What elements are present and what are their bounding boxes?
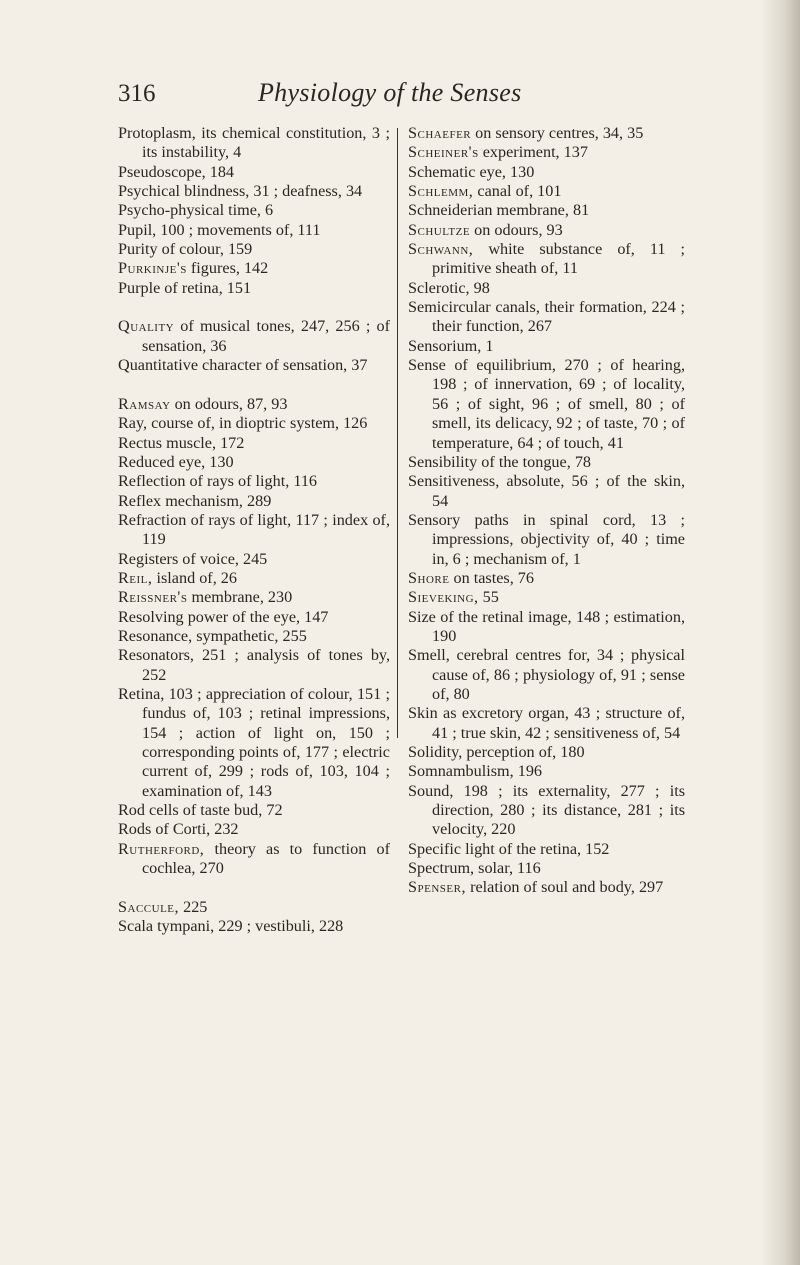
index-entry-references: 103 ; appreciation of colour, 151 ; fundus of, 103 ; retinal impressions, 154 ; action of light on, 150 ; corresponding points of, 177 ; electric current of, 299 ; rods of, 103, 104 ; examination of, 143 — [142, 684, 390, 800]
index-entry-references: 55 — [478, 588, 499, 607]
index-entry-head: Resonators, — [118, 646, 194, 665]
index-entry-head: Scheiner's — [408, 143, 479, 162]
index-entry — [118, 917, 390, 936]
index-entry — [118, 492, 390, 511]
index-entry-head: Skin — [408, 704, 438, 723]
index-entry-head: Reil, — [118, 568, 153, 587]
index-entry-head: Shore — [408, 568, 450, 587]
index-entry-references: Corti, 232 — [168, 820, 239, 839]
index-entry-head: Retina, — [118, 684, 165, 703]
index-entry-head: Reduced eye, — [118, 452, 206, 471]
index-entry-head: Ramsay — [118, 394, 171, 413]
index-column-right — [408, 124, 685, 898]
index-entry — [408, 453, 685, 472]
index-entry-references: on odours, 87, 93 — [170, 394, 288, 413]
index-entry-references: membrane, 230 — [187, 588, 293, 607]
index-entry-references: 13 ; impressions, objectivity of, 40 ; time in, 6 ; mechanism of, 1 — [432, 510, 685, 568]
index-entry — [408, 569, 685, 588]
index-entry — [118, 627, 390, 646]
index-entry-head: Sensory paths in spinal cord, — [408, 510, 636, 529]
index-entry — [118, 472, 390, 491]
index-entry-head: Sense of equilibrium, — [408, 356, 556, 375]
index-entry-references: on tastes, 76 — [449, 568, 534, 587]
index-entry — [408, 182, 685, 201]
index-entry — [408, 124, 685, 143]
index-entry-references: their formation, 224 ; their function, 267 — [432, 298, 685, 336]
index-entry-head: Protoplasm, — [118, 124, 196, 142]
index-entry-head: Scala tympani, — [118, 917, 215, 936]
index-entry-head: Purity of colour, — [118, 240, 224, 259]
page-number: 316 — [118, 80, 156, 107]
index-entry-references: 151 — [222, 278, 252, 297]
index-entry-head: Sensibility of the tongue, — [408, 452, 571, 471]
index-entry — [118, 221, 390, 240]
index-entry-references: experiment, 137 — [478, 143, 588, 162]
index-entry — [408, 608, 685, 647]
index-entry — [118, 898, 390, 917]
index-entry — [408, 279, 685, 298]
index-entry-references: white substance of, 11 ; primitive sheath of, 11 — [432, 240, 685, 278]
index-entry-references: 100 ; movements of, 111 — [156, 220, 321, 239]
index-entry-references: 225 — [179, 897, 208, 916]
index-entry-head: Sieveking, — [408, 588, 479, 607]
page-edge-shadow — [760, 0, 800, 1265]
index-entry-references: 130 — [505, 162, 535, 181]
index-entry-head: Schneiderian membrane, — [408, 201, 569, 220]
index-entry-references: 184 — [205, 162, 234, 181]
index-entry-head: Rutherford, — [118, 839, 205, 858]
index-entry-references: 31 ; deafness, 34 — [249, 182, 363, 201]
index-entry-references: sympathetic, 255 — [192, 626, 307, 645]
index-entry — [118, 840, 390, 879]
index-entry — [408, 143, 685, 162]
index-entry — [118, 317, 390, 356]
index-entry-head: Refraction of rays of light, — [118, 510, 292, 529]
index-entry-head: Sclerotic, — [408, 278, 470, 297]
index-entry-references: as excretory organ, 43 ; structure of, 41 ; true skin, 42 ; sensitiveness of, 54 — [432, 704, 685, 742]
index-entry-references: 116 — [289, 472, 318, 491]
index-entry-references: on odours, 93 — [470, 220, 563, 239]
index-entry-head: Resolving power of the eye, — [118, 607, 301, 626]
index-entry-references: relation of soul and body, 297 — [466, 878, 664, 897]
index-entry-references: perception of, 180 — [462, 743, 585, 761]
index-entry — [118, 259, 390, 278]
index-entry-references: 270 ; of hearing, 198 ; of innervation, 69 ; of locality, 56 ; of sight, 96 ; of smell, 80 ; of smell, its delicacy, 92 ; of taste, 70 ; of temperature, 64 ; of touch, 41 — [432, 356, 685, 452]
index-entry-head: Sensorium, — [408, 336, 482, 355]
index-entry-head: Purkinje's — [118, 259, 187, 278]
index-entry — [118, 182, 390, 201]
index-entry-references: 98 — [469, 278, 490, 297]
index-entry-head: Quality — [118, 317, 175, 336]
index-entry — [408, 878, 685, 897]
index-entry-head: Saccule, — [118, 897, 180, 916]
index-entry — [118, 588, 390, 607]
index-entry — [118, 801, 390, 820]
index-entry — [118, 201, 390, 220]
index-entry — [408, 221, 685, 240]
index-entry — [408, 859, 685, 878]
index-entry — [408, 356, 685, 453]
index-entry-head: Pupil, — [118, 220, 157, 239]
index-entry — [118, 646, 390, 685]
index-entry — [408, 762, 685, 781]
index-entry-references: 245 — [238, 549, 268, 568]
index-entry — [118, 124, 390, 163]
index-entry-references: 159 — [223, 240, 253, 259]
index-entry — [118, 434, 390, 453]
index-entry-references: 251 ; analysis of tones by, 252 — [142, 646, 390, 684]
index-entry-head: Schultze — [408, 220, 471, 239]
index-entry-head: Reflection of rays of light, — [118, 472, 290, 491]
index-entry-head: Schaefer — [408, 124, 472, 142]
index-entry-head: Size of the retinal image, — [408, 607, 572, 626]
index-entry-references: 196 — [513, 762, 543, 781]
index-entry-head: Rods of — [118, 820, 169, 839]
index-entry-references: its chemical constitution, 3 ; its instability, 4 — [142, 124, 390, 162]
index-column-left — [118, 124, 390, 936]
index-entry-head: Schwann, — [408, 240, 474, 259]
index-entry-head: Spectrum, — [408, 859, 475, 878]
index-entry-head: Schlemm, — [408, 182, 474, 201]
index-entry-references: island of, 26 — [152, 568, 237, 587]
index-entry — [408, 337, 685, 356]
index-entry-head: Reflex mechanism, — [118, 491, 243, 510]
index-entry-head: Registers of voice, — [118, 549, 239, 568]
index-entry-head: Semicircular canals, — [408, 298, 540, 317]
index-entry-head: Sound, — [408, 781, 454, 800]
index-entry-head: Quantitative character of sensation, — [118, 356, 348, 375]
index-entry-references: 130 — [205, 452, 234, 471]
running-title: Physiology of the Senses — [258, 78, 522, 107]
index-entry-references: solar, 116 — [474, 859, 541, 878]
index-entry-references: 198 ; its externality, 277 ; its direction, 280 ; its distance, 281 ; its velocity, 220 — [432, 781, 685, 839]
index-entry — [118, 279, 390, 298]
index-entry — [118, 395, 390, 414]
index-entry-head: Specific light of the retina, — [408, 839, 582, 858]
index-entry — [408, 240, 685, 279]
index-entry-references: 72 — [262, 801, 283, 820]
index-entry — [118, 240, 390, 259]
index-entry-references: of musical tones, 247, 256 ; of sensation, 36 — [142, 317, 390, 355]
index-entry — [408, 704, 685, 743]
index-entry-head: Sensitiveness, — [408, 472, 500, 491]
index-entry — [118, 356, 390, 375]
index-entry — [408, 298, 685, 337]
index-entry-head: Rod cells of taste bud, — [118, 801, 263, 820]
index-entry-references: canal of, 101 — [473, 182, 562, 201]
index-entry — [408, 743, 685, 762]
index-entry-references: 37 — [347, 356, 368, 375]
index-entry-references: 172 — [216, 433, 245, 452]
index-entry-head: Pseudoscope, — [118, 162, 206, 181]
index-entry — [118, 685, 390, 801]
index-entry — [408, 201, 685, 220]
index-entry — [408, 163, 685, 182]
index-entry-head: Psycho-physical time, — [118, 201, 261, 220]
index-entry-head: Ray, — [118, 414, 148, 433]
index-entry-references: course of, in dioptric system, 126 — [147, 414, 368, 433]
index-entry — [118, 453, 390, 472]
index-entry — [118, 414, 390, 433]
index-entry — [408, 588, 685, 607]
index-entry — [408, 840, 685, 859]
index-entry-head: Smell, — [408, 646, 450, 665]
index-entry-references: theory as to function of cochlea, 270 — [142, 839, 390, 878]
index-entry-head: Psychical blindness, — [118, 182, 250, 201]
index-entry — [118, 163, 390, 182]
index-entry-references: 1 — [481, 336, 494, 355]
index-entry — [408, 782, 685, 840]
index-entry-references: cerebral centres for, 34 ; physical cause of, 86 ; physiology of, 91 ; sense of, 80 — [432, 646, 685, 703]
index-entry — [408, 472, 685, 511]
index-entry-head: Purple of retina, — [118, 278, 223, 297]
index-entry — [118, 550, 390, 569]
index-entry — [408, 646, 685, 704]
column-divider — [397, 128, 398, 738]
index-entry-references: 78 — [570, 452, 591, 471]
index-entry-references: 152 — [581, 839, 610, 858]
index-entry-references: 147 — [300, 607, 329, 626]
index-entry-head: Resonance, — [118, 626, 193, 645]
index-entry-head: Spenser, — [408, 878, 467, 897]
index-entry-references: on sensory centres, 34, 35 — [471, 124, 644, 142]
index-entry-references: 289 — [242, 491, 272, 510]
index-entry-references: 229 ; vestibuli, 228 — [214, 917, 344, 936]
index-entry — [118, 820, 390, 839]
index-entry-head: Schematic eye, — [408, 162, 506, 181]
index-entry-head: Somnambulism, — [408, 762, 514, 781]
index-entry-references: 148 ; estimation, 190 — [432, 607, 685, 645]
index-entry-references: figures, 142 — [186, 259, 269, 278]
index-entry-head: Reissner's — [118, 588, 188, 607]
index-entry-references: 117 ; index of, 119 — [142, 510, 390, 549]
index-entry — [118, 569, 390, 588]
index-entry-references: absolute, 56 ; of the skin, 54 — [432, 472, 685, 510]
index-entry — [118, 511, 390, 550]
index-entry-head: Solidity, — [408, 743, 463, 761]
index-entry-references: 81 — [568, 201, 590, 220]
index-entry-references: 6 — [260, 201, 274, 220]
index-entry — [408, 511, 685, 569]
index-entry — [118, 608, 390, 627]
index-entry-head: Rectus muscle, — [118, 433, 217, 452]
